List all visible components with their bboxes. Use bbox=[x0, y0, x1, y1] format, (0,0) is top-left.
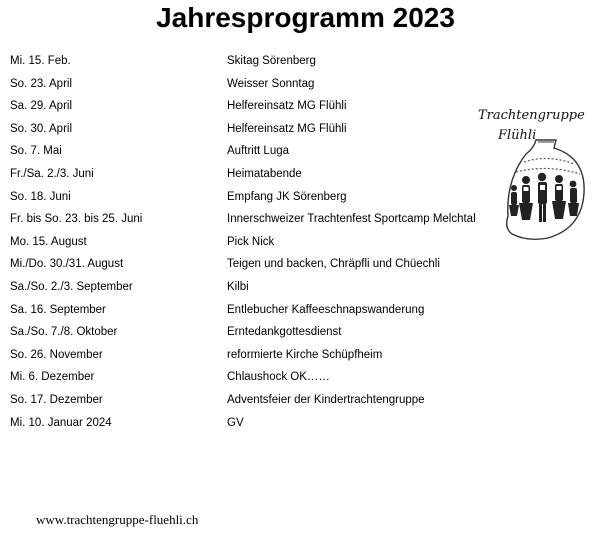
event-date: So. 18. Juni bbox=[10, 190, 71, 203]
event-name: GV bbox=[227, 416, 244, 429]
event-name: Weisser Sonntag bbox=[227, 77, 315, 90]
event-date: Mi. 15. Feb. bbox=[10, 55, 71, 67]
event-name: Entlebucher Kaffeeschnapswanderung bbox=[227, 303, 425, 316]
event-name: Skitag Sörenberg bbox=[227, 55, 316, 67]
schedule-row bbox=[10, 231, 490, 254]
schedule-row bbox=[10, 412, 490, 435]
group-logo bbox=[464, 98, 594, 248]
event-name: Innerschweizer Trachtenfest Sportcamp Melchtal bbox=[227, 213, 476, 226]
event-date: So. 26. November bbox=[10, 348, 103, 361]
event-name: Kilbi bbox=[227, 280, 249, 293]
schedule-row bbox=[10, 163, 490, 186]
event-date: So. 30. April bbox=[10, 122, 73, 135]
schedule-row bbox=[10, 276, 490, 299]
schedule-row bbox=[10, 208, 490, 231]
event-name: Adventsfeier der Kindertrachtengruppe bbox=[227, 393, 425, 406]
event-date: So. 7. Mai bbox=[10, 145, 62, 158]
event-date: Mi./Do. 30./31. August bbox=[10, 258, 124, 271]
event-name: Helfereinsatz MG Flühli bbox=[227, 122, 347, 135]
event-name: Auftritt Luga bbox=[227, 145, 290, 158]
event-name: Heimatabende bbox=[227, 167, 302, 180]
schedule-row bbox=[10, 299, 490, 322]
schedule-row bbox=[10, 118, 490, 141]
schedule-row bbox=[10, 344, 490, 367]
event-date: Sa. 29. April bbox=[10, 100, 73, 113]
event-date: Sa./So. 7./8. Oktober bbox=[10, 326, 118, 339]
logo-line-1: Trachtengruppe bbox=[478, 108, 585, 123]
event-name: reformierte Kirche Schüpfheim bbox=[227, 348, 383, 361]
schedule-row bbox=[10, 253, 490, 276]
schedule-row bbox=[10, 95, 490, 118]
schedule-row bbox=[10, 389, 490, 412]
event-date: So. 23. April bbox=[10, 77, 73, 90]
page-title: Jahresprogramm 2023 bbox=[156, 2, 455, 33]
schedule-list bbox=[10, 50, 490, 434]
costume-figures-icon bbox=[464, 98, 594, 248]
event-date: So. 17. Dezember bbox=[10, 393, 103, 406]
event-date: Sa. 16. September bbox=[10, 303, 106, 316]
event-date: Mi. 10. Januar 2024 bbox=[10, 416, 112, 429]
schedule-row bbox=[10, 321, 490, 344]
schedule-row bbox=[10, 140, 490, 163]
event-date: Mo. 15. August bbox=[10, 235, 87, 248]
website-link[interactable]: www.trachtengruppe-fluehli.ch bbox=[36, 512, 199, 527]
logo-line-2: Flühli bbox=[498, 128, 537, 143]
event-date: Mi. 6. Dezember bbox=[10, 371, 95, 384]
event-date: Fr./Sa. 2./3. Juni bbox=[10, 167, 94, 180]
event-name: Empfang JK Sörenberg bbox=[227, 190, 347, 203]
event-name: Chlaushock OK…… bbox=[227, 371, 330, 384]
schedule-row bbox=[10, 186, 490, 209]
event-name: Teigen und backen, Chräpfli und Chüechli bbox=[227, 258, 440, 271]
event-name: Helfereinsatz MG Flühli bbox=[227, 100, 347, 113]
event-name: Erntedankgottesdienst bbox=[227, 326, 342, 339]
event-date: Fr. bis So. 23. bis 25. Juni bbox=[10, 213, 143, 226]
schedule-row bbox=[10, 50, 490, 73]
schedule-row bbox=[10, 366, 490, 389]
event-name: Pick Nick bbox=[227, 235, 275, 248]
event-date: Sa./So. 2./3. September bbox=[10, 280, 133, 293]
schedule-row bbox=[10, 73, 490, 96]
